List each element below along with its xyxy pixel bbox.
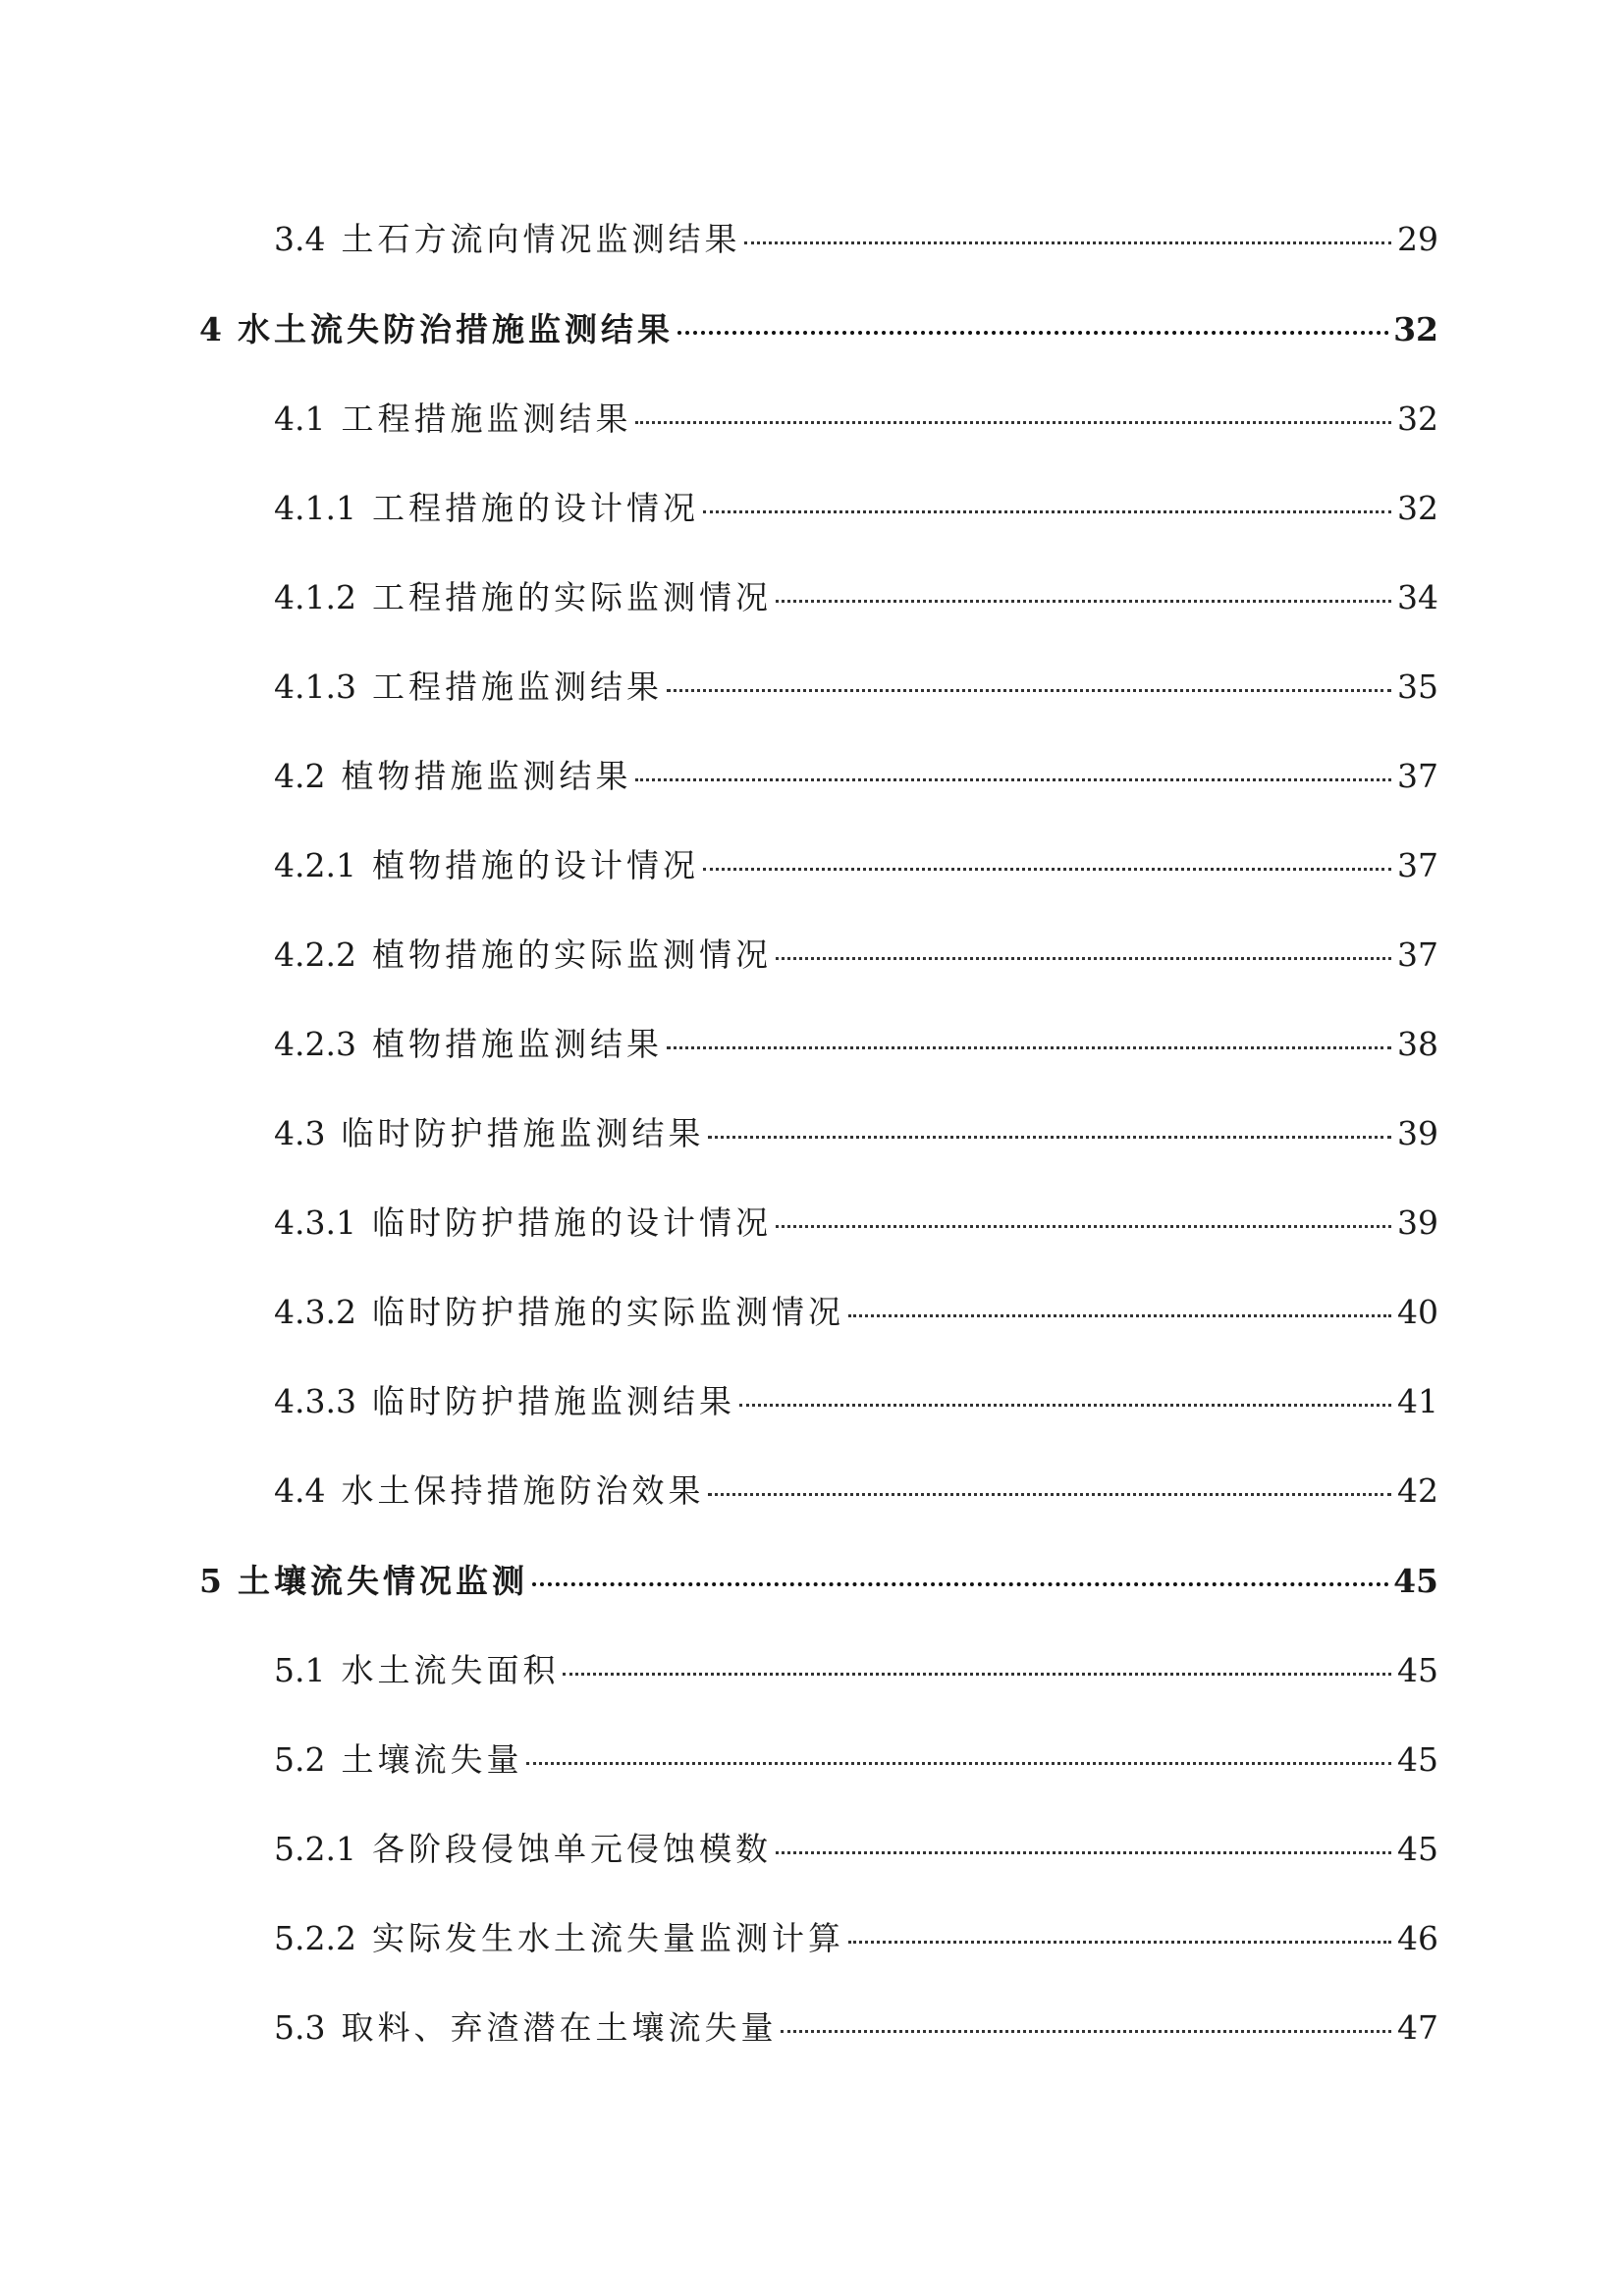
toc-title: 工程措施监测结果 xyxy=(371,667,663,706)
toc-page-number: 37 xyxy=(1397,757,1438,795)
toc-page-number: 37 xyxy=(1397,846,1438,884)
toc-number: 4.2.3 xyxy=(274,1025,356,1063)
toc-entry-4-3-2[interactable] xyxy=(274,1289,1438,1336)
toc-dot-leader xyxy=(667,1046,1391,1049)
toc-number: 4 xyxy=(199,310,222,348)
toc-entry-4-2-1[interactable] xyxy=(274,842,1438,889)
toc-number: 3.4 xyxy=(274,220,326,258)
toc-number: 4.1 xyxy=(274,400,326,438)
toc-dot-leader xyxy=(776,957,1391,960)
toc-title: 植物措施监测结果 xyxy=(341,757,632,795)
toc-entry-4-2-3[interactable] xyxy=(274,1021,1438,1068)
toc-number: 4.1.3 xyxy=(274,667,356,706)
toc-dot-leader xyxy=(776,1851,1391,1854)
toc-number: 4.3.1 xyxy=(274,1203,356,1242)
toc-title: 水土流失防治措施监测结果 xyxy=(237,310,674,348)
toc-page-number: 45 xyxy=(1397,1651,1438,1689)
toc-number: 5 xyxy=(199,1562,222,1600)
toc-title: 土壤流失情况监测 xyxy=(237,1562,528,1600)
toc-page-number: 32 xyxy=(1397,489,1438,527)
toc-dot-leader xyxy=(635,778,1391,781)
toc-dot-leader xyxy=(563,1673,1391,1676)
toc-dot-leader xyxy=(776,1225,1391,1228)
toc-number: 4.3.3 xyxy=(274,1382,356,1420)
toc-page-number: 35 xyxy=(1397,667,1438,706)
toc-title: 临时防护措施的设计情况 xyxy=(371,1203,772,1242)
toc-title: 土壤流失量 xyxy=(341,1740,523,1779)
toc-number: 4.1.1 xyxy=(274,489,356,527)
toc-number: 5.2 xyxy=(274,1740,326,1779)
toc-entry-4-3-1[interactable] xyxy=(274,1200,1438,1247)
toc-dot-leader xyxy=(532,1582,1389,1586)
toc-dot-leader xyxy=(526,1762,1391,1765)
toc-number: 4.1.2 xyxy=(274,578,356,616)
toc-entry-4-2[interactable] xyxy=(274,753,1438,800)
toc-title: 临时防护措施的实际监测情况 xyxy=(371,1293,844,1331)
toc-page-number: 45 xyxy=(1397,1740,1438,1779)
toc-entry-chapter-4[interactable] xyxy=(199,306,1438,353)
toc-entry-5-2-1[interactable] xyxy=(274,1826,1438,1873)
toc-entry-3-4[interactable] xyxy=(274,216,1438,263)
toc-title: 实际发生水土流失量监测计算 xyxy=(371,1919,844,1957)
toc-page-number: 34 xyxy=(1397,578,1438,616)
toc-number: 5.2.1 xyxy=(274,1830,356,1868)
toc-page-number: 39 xyxy=(1397,1203,1438,1242)
toc-entry-5-2[interactable] xyxy=(274,1736,1438,1784)
toc-page-number: 46 xyxy=(1397,1919,1438,1957)
toc-page-number: 45 xyxy=(1397,1830,1438,1868)
toc-page-number: 39 xyxy=(1397,1114,1438,1152)
toc-dot-leader xyxy=(848,1314,1391,1317)
toc-dot-leader xyxy=(708,1136,1391,1139)
toc-dot-leader xyxy=(677,331,1389,335)
toc-title: 取料、弃渣潜在土壤流失量 xyxy=(341,2008,778,2047)
toc-dot-leader xyxy=(744,241,1391,244)
toc-page-number: 37 xyxy=(1397,935,1438,974)
toc-number: 4.2.2 xyxy=(274,935,356,974)
toc-number: 4.3.2 xyxy=(274,1293,356,1331)
toc-page-number: 42 xyxy=(1397,1471,1438,1510)
toc-entry-4-1[interactable] xyxy=(274,396,1438,443)
toc-dot-leader xyxy=(667,689,1391,692)
toc-title: 临时防护措施监测结果 xyxy=(371,1382,735,1420)
toc-entry-5-3[interactable] xyxy=(274,2004,1438,2052)
toc-page-number: 45 xyxy=(1393,1562,1438,1600)
toc-number: 4.2 xyxy=(274,757,326,795)
toc-number: 5.1 xyxy=(274,1651,326,1689)
toc-entry-4-1-1[interactable] xyxy=(274,485,1438,532)
toc-title: 临时防护措施监测结果 xyxy=(341,1114,705,1152)
toc-page-number: 32 xyxy=(1393,310,1438,348)
toc-page-number: 41 xyxy=(1397,1382,1438,1420)
toc-number: 4.3 xyxy=(274,1114,326,1152)
toc-entry-4-1-2[interactable] xyxy=(274,574,1438,621)
toc-dot-leader xyxy=(703,510,1391,513)
toc-dot-leader xyxy=(739,1404,1391,1407)
toc-entry-5-1[interactable] xyxy=(274,1647,1438,1694)
toc-page-number: 38 xyxy=(1397,1025,1438,1063)
toc-entry-4-3-3[interactable] xyxy=(274,1378,1438,1425)
toc-entry-4-3[interactable] xyxy=(274,1110,1438,1157)
toc-page-number: 40 xyxy=(1397,1293,1438,1331)
toc-title: 工程措施的设计情况 xyxy=(371,489,699,527)
toc-title: 植物措施监测结果 xyxy=(371,1025,663,1063)
toc-dot-leader xyxy=(776,600,1391,603)
toc-title: 水土流失面积 xyxy=(341,1651,560,1689)
toc-title: 工程措施的实际监测情况 xyxy=(371,578,772,616)
toc-dot-leader xyxy=(848,1941,1391,1944)
toc-dot-leader xyxy=(781,2030,1391,2033)
toc-entry-4-1-3[interactable] xyxy=(274,664,1438,711)
toc-title: 植物措施的设计情况 xyxy=(371,846,699,884)
toc-number: 4.2.1 xyxy=(274,846,356,884)
toc-number: 5.2.2 xyxy=(274,1919,356,1957)
toc-entry-4-4[interactable] xyxy=(274,1468,1438,1515)
toc-entry-5-2-2[interactable] xyxy=(274,1915,1438,1962)
toc-page-number: 29 xyxy=(1397,220,1438,258)
toc-dot-leader xyxy=(635,421,1391,424)
toc-title: 各阶段侵蚀单元侵蚀模数 xyxy=(371,1830,772,1868)
toc-title: 植物措施的实际监测情况 xyxy=(371,935,772,974)
toc-number: 4.4 xyxy=(274,1471,326,1510)
toc-title: 土石方流向情况监测结果 xyxy=(341,220,741,258)
toc-title: 工程措施监测结果 xyxy=(341,400,632,438)
toc-title: 水土保持措施防治效果 xyxy=(341,1471,705,1510)
toc-number: 5.3 xyxy=(274,2008,326,2047)
toc-dot-leader xyxy=(708,1493,1391,1496)
toc-page-number: 32 xyxy=(1397,400,1438,438)
toc-dot-leader xyxy=(703,868,1391,871)
toc-entry-chapter-5[interactable] xyxy=(199,1558,1438,1605)
toc-entry-4-2-2[interactable] xyxy=(274,932,1438,979)
toc-page-number: 47 xyxy=(1397,2008,1438,2047)
